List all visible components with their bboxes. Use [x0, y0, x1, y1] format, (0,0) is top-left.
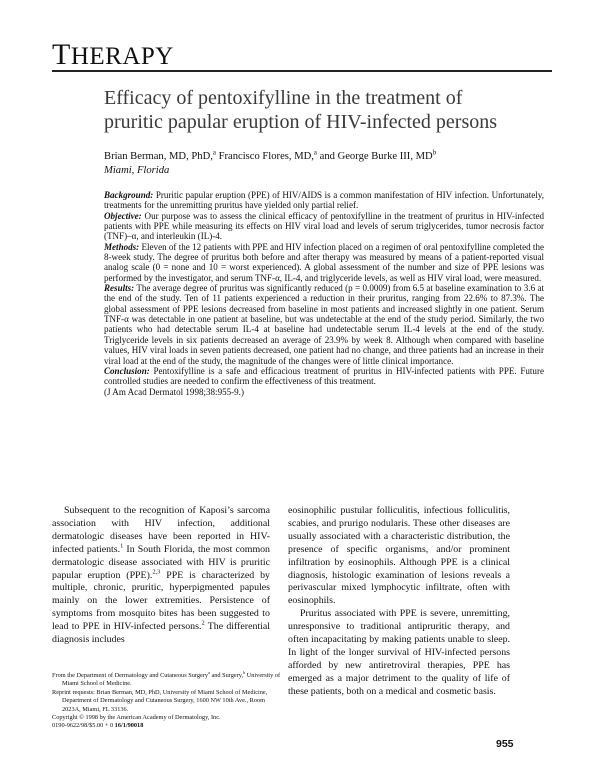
title-line-2: pruritic papular eruption of HIV-infected persons [104, 111, 498, 133]
abstract-citation: (J Am Acad Dermatol 1998;38:955-9.) [104, 386, 244, 397]
body-paragraph: Pruritus associated with PPE is severe, unremitting, unresponsive to traditional antipruritic therapy, and often incapacitating by making patients unable to sleep. In light of the longer survival of HIV-infected persons afforded by new antiretroviral therapies, PPE has emerged as a major detriment to the quality of life of these patients, both on a medical and cosmetic basis. [288, 608, 510, 697]
footnote-identifiers: 0190-9622/98/$5.00 + 0 16/1/90018 [52, 722, 144, 730]
footnote-affiliation: From the Department of Dermatology and Cutaneous Surgery$^a$ and Surgery,$^b$ University of Miami School of Medicine. [52, 669, 281, 688]
section-heading: THERAPY [52, 38, 174, 71]
abstract-conclusion: Conclusion: Pentoxifylline is a safe and efficacious treatment of pruritus in HIV-infected patients with PPE. Future controlled studies are needed to confirm the effectiveness of this treatment. [104, 365, 544, 387]
body-paragraph: Subsequent to the recognition of Kaposi’s sarcoma association with HIV infection, additional dermatologic diseases have been reported in HIV-infected patients.$^1$ In South Florida, the most common dermatologic disease associated with HIV is pruritic papular eruption (PPE).$^{2,3}$ PPE is characterized by multiple, chronic, pruritic, hyperpigmented papules mainly on the lower extremities. Persistence of symptoms from mosquito bites has been suggested to lead to PPE in HIV-infected persons.$^2$ The differential diagnosis includes [52, 505, 271, 646]
body-column-right [288, 505, 510, 699]
author-block [104, 150, 436, 178]
title-line-1: Efficacy of pentoxifylline in the treatment of [104, 87, 463, 109]
article-title [104, 86, 544, 134]
footnote-reprint: Reprint requests: Brian Berman, MD, PhD, University of Miami School of Medicine, Department of Dermatology and Cutaneous Surgery, 1600 NW 10th Ave., Room 2023A, Miami, FL 33136. [52, 688, 268, 713]
abstract [104, 190, 544, 397]
page-number: 955 [496, 738, 514, 750]
abstract-background: Background: Pruritic papular eruption (PPE) of HIV/AIDS is a common manifestation of HIV infection. Unfortunately, treatments for the unremitting pruritus have yielded only partial relief. [104, 190, 544, 211]
author-location: Miami, Florida [104, 165, 170, 176]
author-list: Brian Berman, MD, PhD,$^a$ Francisco Flores, MD,$^a$ and George Burke III, $MD^b$ [104, 149, 437, 162]
abstract-objective: Objective: Our purpose was to assess the clinical efficacy of pentoxifylline in the treatment of pruritus in HIV-infected patients with PPE while measuring its effects on HIV viral load and levels of serum triglycerides, tumor necrosis factor (TNF)–α, and interleukin (IL)-4. [104, 210, 544, 242]
footnotes [52, 669, 282, 731]
body-paragraph: eosinophilic pustular folliculitis, infectious folliculitis, scabies, and prurigo nodularis. These other diseases are usually associated with a characteristic distribution, the presence of specific organisms, and/or prominent infiltration by eosinophils. Although PPE is a clinical diagnosis, histologic examination of lesions reveals a perivascular mixed lymphocytic infiltrate, often with eosinophils. [288, 505, 510, 607]
abstract-results: Results: The average degree of pruritus was significantly reduced (p = 0.0009) from 6.5 at baseline examination to 3.6 at the end of the study. Ten of 11 patients experienced a reduction in their pruritus, ranging from 22.6% to 87.3%. The global assessment of PPE lesions decreased from baseline in most patients and increased slightly in one patient. Serum TNF-α was detectable in one patient at baseline, but was undetectable at the end of the study period. Similarly, the two patients who had detectable serum IL-4 at baseline had undetectable serum IL-4 levels at the end of the study. Triglyceride levels in six patients decreased an average of 23.9% by week 8. Although when compared with baseline values, HIV viral loads in seven patients decreased, one patient had no change, and three patients had an increase in their viral load at the end of the study, the magnitude of the changes were of little clinical importance. [104, 283, 544, 366]
abstract-methods: Methods: Eleven of the 12 patients with PPE and HIV infection placed on a regimen of oral pentoxifylline completed the 8-week study. The degree of pruritus both before and after therapy was measured by means of a patient-reported visual analog scale (0 = none and 10 = worst experienced). A global assessment of the number and size of PPE lesions was performed by the investigator, and serum TNF-α, IL-4, and triglyceride levels, as well as HIV viral load, were measured. [104, 241, 544, 283]
footnote-copyright: Copyright © 1998 by the American Academy of Dermatology, Inc. [52, 714, 221, 722]
heading-rule [52, 70, 552, 72]
body-column-left [52, 505, 270, 647]
